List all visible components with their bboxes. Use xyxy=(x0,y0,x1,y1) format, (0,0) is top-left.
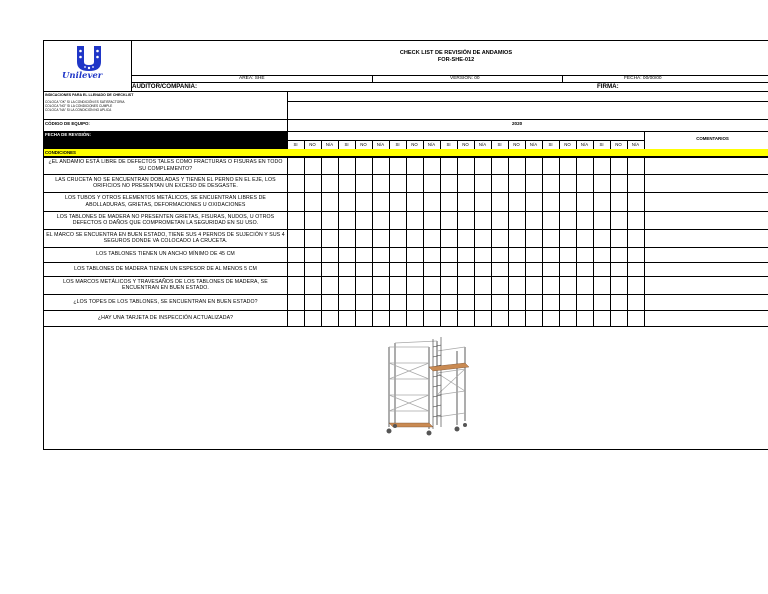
column-header: SI xyxy=(395,142,400,147)
column-header: NO xyxy=(360,142,367,147)
fecha-field: FECHA: 00/00/00 xyxy=(624,76,662,81)
condition-row: ¿LOS TOPES DE LOS TABLONES, SE ENCUENTRAN EN BUEN ESTADO? xyxy=(73,298,258,305)
condition-row: ¿EL ANDAMIO ESTÁ LIBRE DE DEFECTOS TALES COMO FRACTURAS O FISURAS EN TODO SU COMPLEMENTO? xyxy=(48,159,283,172)
column-header: NO xyxy=(462,142,469,147)
condition-row: EL MARCO SE ENCUENTRA EN BUEN ESTADO, TIENE SUS 4 PERNOS DE SUJECIÓN Y SUS 4 SEGUROS DONDE VA COLOCADO LA CRUCETA. xyxy=(46,231,285,244)
auditor-label: AUDITOR/COMPANIA: xyxy=(132,83,198,90)
column-header: SI xyxy=(497,142,502,147)
instruction-line: COLOCA "NO" SI LA CONDICIONES CUMPLE xyxy=(45,104,113,108)
condition-row: LOS MARCOS METÁLICOS Y TRAVESAÑOS DE LOS TABLONES DE MADERA, SE ENCUENTRAN EN BUEN ESTADO. xyxy=(63,278,268,291)
area-field: AREA: SHE xyxy=(239,76,265,81)
column-header: NO xyxy=(564,142,571,147)
form-code: FOR-SHE-012 xyxy=(437,57,475,63)
condition-row: LOS TUBOS Y OTROS ELEMENTOS METÁLICOS, SE ENCUENTRAN LIBRES DE ABOLLADURAS, GRIETAS, DEFORMACIONES U OXIDACIONES xyxy=(65,195,266,208)
comentarios-label: COMENTARIOS xyxy=(696,136,729,141)
column-header: NO xyxy=(309,142,316,147)
brand-wordmark: Unilever xyxy=(62,71,103,81)
fecha-revision-label: FECHA DE REVISIÓN: xyxy=(45,132,91,137)
version-field: VERSIÓN: 00 xyxy=(450,76,480,81)
firma-label: FIRMA: xyxy=(597,83,619,90)
column-header: N/A xyxy=(529,142,538,147)
column-header: SI xyxy=(446,142,451,147)
form-title: CHECK LIST DE REVISIÓN DE ANDAMIOS xyxy=(399,50,513,56)
codigo-label: CÓDIGO DE EQUIPO: xyxy=(45,121,90,126)
condition-row: LOS TABLONES TIENEN UN ANCHO MÍNIMO DE 45 CM xyxy=(96,251,235,258)
unilever-logo-icon xyxy=(69,44,109,74)
column-header: NO xyxy=(411,142,418,147)
scaffold-illustration xyxy=(381,333,471,443)
condiciones-label: CONDICIONES xyxy=(45,150,76,155)
year-label: 2020 xyxy=(512,121,523,126)
condition-row: LOS TABLONES DE MADERA TIENEN UN ESPESOR DE AL MENOS 5 CM xyxy=(74,265,257,272)
column-header: N/A xyxy=(580,142,589,147)
instructions-title: INDICACIONES PARA EL LLENADO DE CHECKLIST xyxy=(45,93,134,97)
column-header: SI xyxy=(599,142,604,147)
condition-row: LOS TABLONES DE MADERA NO PRESENTEN GRIETAS, FISURAS, NUDOS, U OTROS DEFECTOS O DAÑOS QUE COMPROMETAN LA SEGURIDAD EN SU USO. xyxy=(56,213,275,226)
instruction-line: COLOCA "OK" SI LA CONDICIÓN ES SATISFACTORIA xyxy=(45,100,125,104)
logo-cell xyxy=(44,41,131,85)
column-header: SI xyxy=(548,142,553,147)
column-header: NO xyxy=(615,142,622,147)
condition-row: ¿HAY UNA TARJETA DE INSPECCIÓN ACTUALIZADA? xyxy=(97,314,234,321)
column-header: N/A xyxy=(631,142,640,147)
column-header: N/A xyxy=(325,142,334,147)
column-header: N/A xyxy=(427,142,436,147)
column-header: N/A xyxy=(478,142,487,147)
fecha-revision-bar xyxy=(44,131,287,149)
column-header: SI xyxy=(293,142,298,147)
condiciones-bar xyxy=(44,149,768,157)
column-header: N/A xyxy=(376,142,385,147)
condition-row: LAS CRUCETA NO SE ENCUENTRAN DOBLADAS Y TIENEN EL PERNO EN EL EJE, LOS ORIFICIOS NO PRESENTAN UN EXCESO DE DESGASTE. xyxy=(55,176,276,189)
instruction-line: COLOCA "NA" SI LA CONDICIÓN NO APLICA xyxy=(45,108,112,112)
column-header: SI xyxy=(344,142,349,147)
checklist-sheet xyxy=(43,40,768,450)
column-header: NO xyxy=(513,142,520,147)
